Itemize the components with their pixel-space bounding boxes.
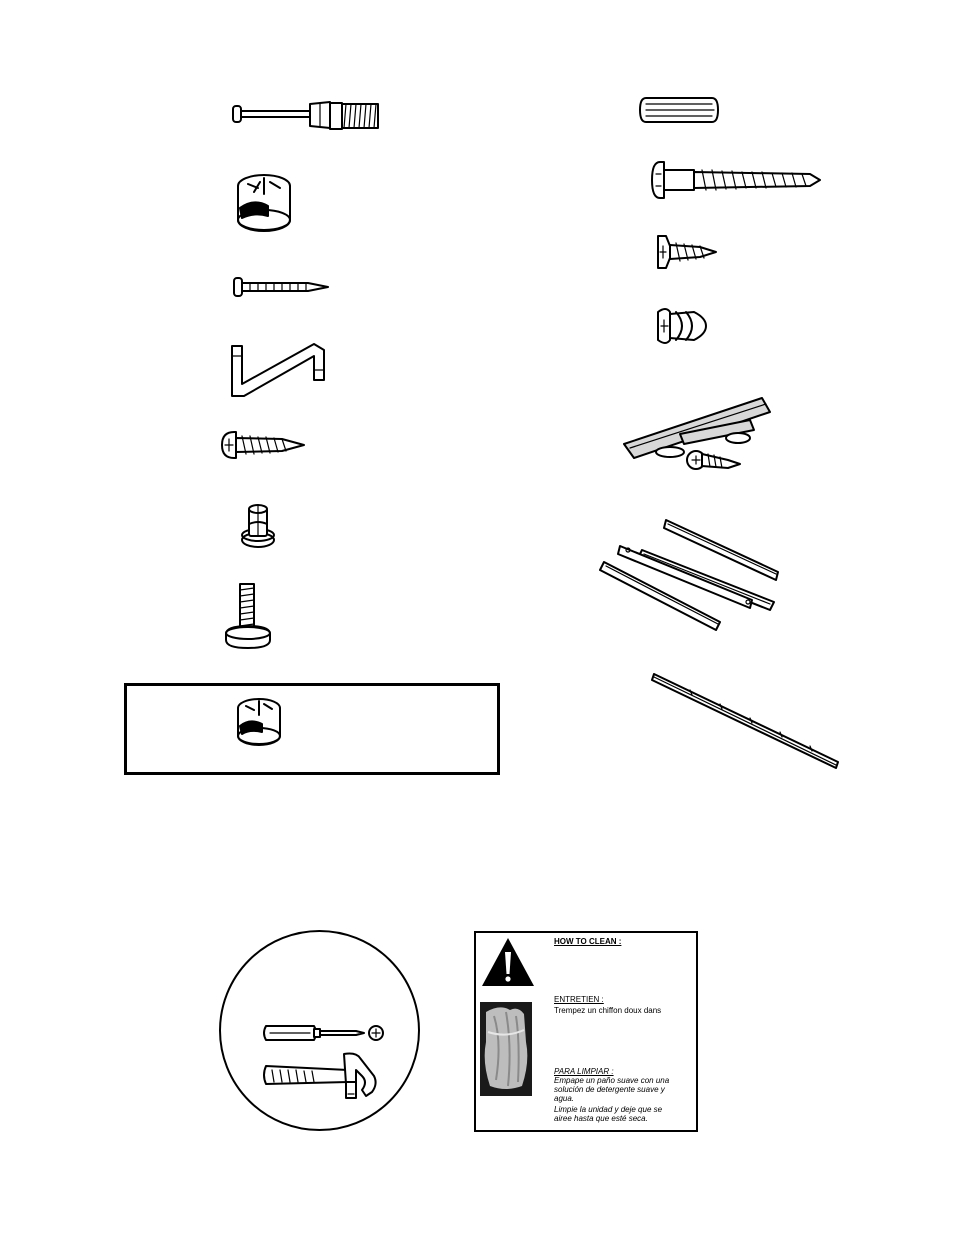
wooden-dowel-icon xyxy=(638,94,720,126)
long-screw-icon xyxy=(650,160,822,200)
cleaning-heading-es: PARA LIMPIAR : xyxy=(554,1067,614,1076)
short-screw-icon xyxy=(654,232,718,272)
anti-tip-strap-icon xyxy=(620,394,780,488)
allen-key-icon xyxy=(228,340,328,400)
cleaning-text-es-2: Limpie la unidad y deje que se airee hasta que esté seca. xyxy=(554,1105,663,1123)
cam-lock-icon xyxy=(234,696,284,748)
cam-lock-icon xyxy=(234,172,294,234)
screwdriver-icon xyxy=(262,1022,388,1044)
metal-rail-icon xyxy=(650,670,842,770)
leveling-foot-icon xyxy=(222,582,274,652)
wall-anchor-icon xyxy=(654,304,710,348)
nail-icon xyxy=(232,276,330,298)
cleaning-text-fr: Trempez un chiffon doux dans xyxy=(554,1006,662,1015)
cleaning-heading-en: HOW TO CLEAN : xyxy=(554,937,622,946)
hammer-icon xyxy=(262,1050,380,1102)
cleaning-heading-fr: ENTRETIEN : xyxy=(554,995,604,1004)
cleaning-text-es-1: Empape un paño suave con una solución de detergente suave y agua. xyxy=(554,1076,670,1103)
pan-head-screw-icon xyxy=(220,430,306,460)
cam-bolt-icon xyxy=(230,98,380,136)
shelf-pin-icon xyxy=(238,502,278,550)
highlighted-part-box xyxy=(124,683,500,775)
drawer-slides-icon xyxy=(598,516,784,636)
cleaning-cloth-icon xyxy=(480,1002,532,1096)
warning-triangle-icon xyxy=(480,936,536,988)
